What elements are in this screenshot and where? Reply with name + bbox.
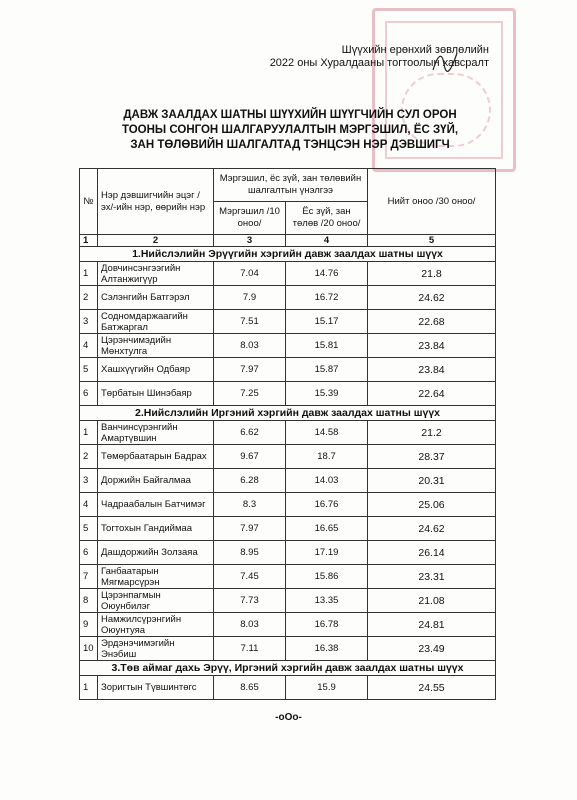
candidate-name: Төрбатын Шинэбаяр [98,382,214,406]
table-row [80,382,496,406]
total-score: 22.68 [368,310,496,334]
candidate-name: Цэрэнпагмын Оюунбилэг [98,589,214,613]
candidate-name: Чадраабалын Батчимэг [98,493,214,517]
candidate-name: Ванчинсүрэнгийн Амартүвшин [98,421,214,445]
column-number: 3 [214,235,286,247]
candidate-name: Довчинсэнгээгийн Алтанжигүүр [98,262,214,286]
skill-score: 9.67 [214,445,286,469]
table-row [80,541,496,565]
row-number: 2 [80,445,98,469]
row-number: 6 [80,541,98,565]
total-score: 25.06 [368,493,496,517]
section-title: 1.Нийслэлийн Эрүүгийн хэргийн давж заалдах шатны шүүх [80,247,496,262]
document-title [60,108,520,153]
row-number: 3 [80,310,98,334]
ethics-score: 15.86 [286,565,368,589]
row-number: 4 [80,493,98,517]
total-score: 23.49 [368,637,496,661]
total-score: 28.37 [368,445,496,469]
column-number: 1 [80,235,98,247]
section-row [80,406,496,421]
row-number: 6 [80,382,98,406]
candidate-name: Хашхүүгийн Одбаяр [98,358,214,382]
header-total: Нийт оноо /30 оноо/ [368,169,496,235]
row-number: 3 [80,469,98,493]
approval-line-1: Шүүхийн ерөнхий зөвлөлийн [341,44,489,56]
skill-score: 8.03 [214,334,286,358]
row-number: 5 [80,517,98,541]
section-title: 3.Төв аймаг дахь Эрүү, Иргэний хэргийн давж заалдах шатны шүүх [80,661,496,676]
ethics-score: 15.9 [286,676,368,700]
candidate-name: Доржийн Байгалмаа [98,469,214,493]
candidate-name: Дашдоржийн Золзаяа [98,541,214,565]
skill-score: 8.65 [214,676,286,700]
table-row [80,637,496,661]
ethics-score: 15.17 [286,310,368,334]
ethics-score: 17.19 [286,541,368,565]
table-body [80,247,496,700]
skill-score: 8.03 [214,613,286,637]
total-score: 24.81 [368,613,496,637]
ethics-score: 16.78 [286,613,368,637]
section-row [80,661,496,676]
table-row [80,565,496,589]
header-ethics: Ёс зүй, зан төлөв /20 оноо/ [286,202,368,235]
row-number: 10 [80,637,98,661]
title-line-3: ЗАН ТӨЛӨВИЙН ШАЛГАЛТАД ТЭНЦСЭН НЭР ДЭВШИГЧ [130,139,450,151]
skill-score: 7.11 [214,637,286,661]
table-row [80,469,496,493]
table-row [80,613,496,637]
header-name: Нэр дэвшигчийн эцэг /эх/-ийн нэр, өөрийн нэр [98,169,214,235]
header-evaluation-group: Мэргэшил, ёс зүй, зан төлөвийн шалгалтын үнэлгээ [214,169,368,202]
ethics-score: 18.7 [286,445,368,469]
ethics-score: 15.87 [286,358,368,382]
row-number: 8 [80,589,98,613]
title-line-2: ТООНЫ СОНГОН ШАЛГАРУУЛАЛТЫН МЭРГЭШИЛ, ЁС ЗҮЙ, [121,124,459,136]
header-skill: Мэргэшил /10 оноо/ [214,202,286,235]
row-number: 7 [80,565,98,589]
candidate-name: Эрдэнэчимэгийн Энэбиш [98,637,214,661]
row-number: 1 [80,421,98,445]
total-score: 21.8 [368,262,496,286]
ethics-score: 13.35 [286,589,368,613]
column-number: 4 [286,235,368,247]
table-row [80,421,496,445]
total-score: 22.64 [368,382,496,406]
header-no: № [80,169,98,235]
ethics-score: 15.39 [286,382,368,406]
ethics-score: 16.76 [286,493,368,517]
candidate-name: Содномдаржаагийн Батжаргал [98,310,214,334]
skill-score: 6.62 [214,421,286,445]
table-row [80,676,496,700]
total-score: 23.31 [368,565,496,589]
total-score: 21.08 [368,589,496,613]
table-row [80,358,496,382]
table-row [80,445,496,469]
approval-line-2: 2022 оны Хуралдааны тогтоолын хавсралт [269,57,489,69]
candidate-name: Ганбаатарын Мягмарсүрэн [98,565,214,589]
total-score: 24.62 [368,286,496,310]
ethics-score: 14.58 [286,421,368,445]
row-number: 5 [80,358,98,382]
title-line-1: ДАВЖ ЗААЛДАХ ШАТНЫ ШҮҮХИЙН ШҮҮГЧИЙН СУЛ ОРОН [123,109,457,121]
candidate-name: Намжилсүрэнгийн Оюунтуяа [98,613,214,637]
skill-score: 8.95 [214,541,286,565]
skill-score: 7.9 [214,286,286,310]
total-score: 24.55 [368,676,496,700]
skill-score: 7.45 [214,565,286,589]
table-row [80,334,496,358]
candidate-name: Төмөрбаатарын Бадрах [98,445,214,469]
row-number: 9 [80,613,98,637]
row-number: 2 [80,286,98,310]
candidates-table [79,168,496,700]
footer-mark: -oOo- [275,712,302,723]
candidate-name: Сэлэнгийн Батгэрэл [98,286,214,310]
section-title: 2.Нийслэлийн Иргэний хэргийн давж заалдах шатны шүүх [80,406,496,421]
section-row [80,247,496,262]
total-score: 23.84 [368,334,496,358]
skill-score: 7.73 [214,589,286,613]
skill-score: 7.25 [214,382,286,406]
skill-score: 6.28 [214,469,286,493]
candidate-name: Тогтохын Гандиймаа [98,517,214,541]
skill-score: 7.97 [214,358,286,382]
skill-score: 7.04 [214,262,286,286]
table-row [80,517,496,541]
signature-mark [430,48,460,76]
table-row [80,310,496,334]
row-number: 1 [80,676,98,700]
table-row [80,262,496,286]
candidate-name: Цэрэнчимэдийн Мөнхтулга [98,334,214,358]
ethics-score: 15.81 [286,334,368,358]
candidate-name: Зоригтын Түвшинтөгс [98,676,214,700]
ethics-score: 16.38 [286,637,368,661]
column-number: 5 [368,235,496,247]
column-number-row [80,235,496,247]
table-row [80,493,496,517]
column-number: 2 [98,235,214,247]
total-score: 24.62 [368,517,496,541]
total-score: 23.84 [368,358,496,382]
skill-score: 7.97 [214,517,286,541]
row-number: 1 [80,262,98,286]
total-score: 26.14 [368,541,496,565]
ethics-score: 16.72 [286,286,368,310]
ethics-score: 14.76 [286,262,368,286]
total-score: 21.2 [368,421,496,445]
skill-score: 7.51 [214,310,286,334]
skill-score: 8.3 [214,493,286,517]
ethics-score: 16.65 [286,517,368,541]
ethics-score: 14.03 [286,469,368,493]
table-row [80,286,496,310]
row-number: 4 [80,334,98,358]
total-score: 20.31 [368,469,496,493]
table-row [80,589,496,613]
